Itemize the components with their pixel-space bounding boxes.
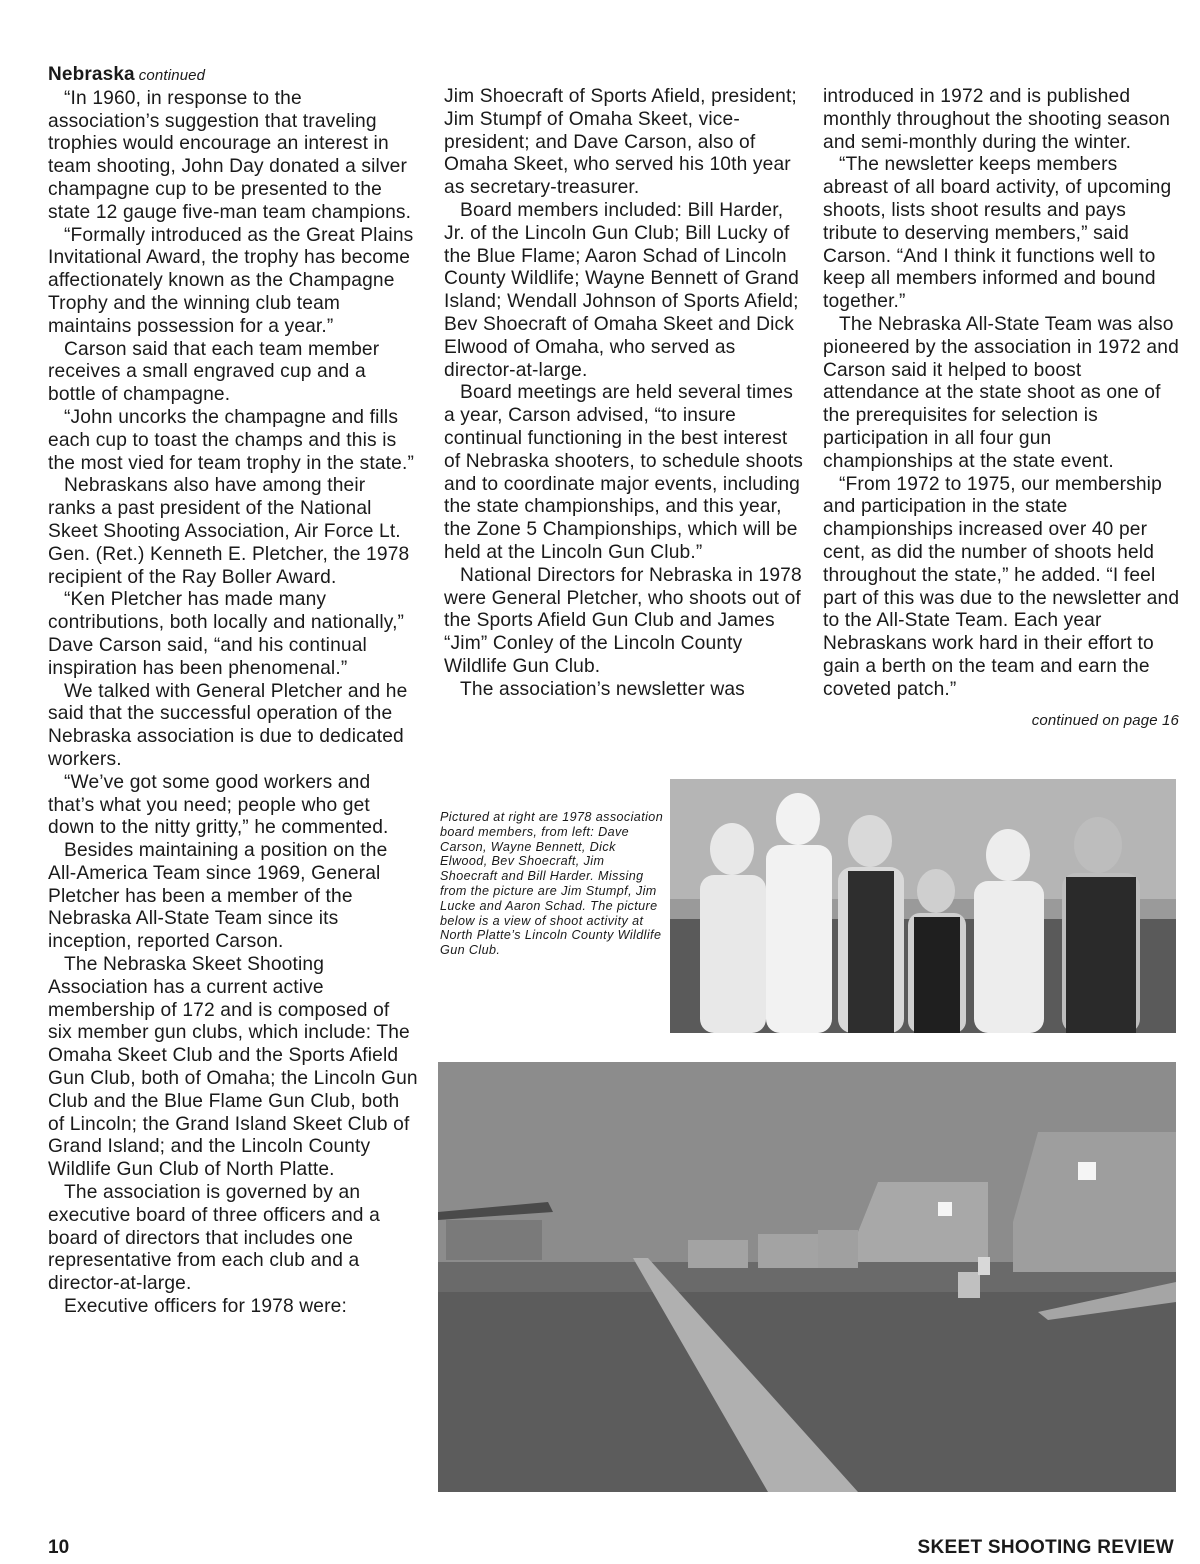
paragraph: Board members included: Bill Harder, Jr. of the Lincoln Gun Club; Bill Lucky of the Blue Flame; Aaron Schad of Lincoln County Wildlife; Wayne Bennett of Grand Island; Wendall Johnson of Sports Afield; Bev Shoecraft of Omaha Skeet and Dick Elwood of Omaha, who served as director-at-large. — [444, 199, 799, 381]
paragraph: “Ken Pletcher has made many contributions, both locally and nationally,” Dave Carson said, “and his continual inspiration has been phenomenal.” — [48, 589, 405, 679]
paragraph: Board meetings are held several times a year, Carson advised, “to insure continual functioning in the best interest of Nebraska shooters, to schedule shoots and to coordinate major events, including the state championships, and this year, the Zone 5 Championships, which will be held at the Lincoln Gun Club.” — [444, 382, 804, 563]
article-column-1 — [48, 64, 418, 1319]
paragraph: Executive officers for 1978 were: — [64, 1296, 347, 1318]
paragraph: “In 1960, in response to the association’s suggestion that traveling trophies would encourage an interest in team shooting, John Day donated a silver champagne cup to be presented to the state 12 gauge five-man team champions. — [48, 87, 412, 223]
paragraph: Nebraskans also have among their ranks a past president of the National Skeet Shooting Association, Air Force Lt. Gen. (Ret.) Kenneth E. Pletcher, the 1978 recipient of the Ray Boller Award. — [48, 475, 410, 588]
article-column-3 — [823, 86, 1183, 732]
paragraph: Carson said that each team member receives a small engraved cup and a bottle of champagne. — [48, 338, 380, 406]
continued-on-note: continued on page 16 — [1031, 711, 1179, 729]
paragraph: We talked with General Pletcher and he said that the successful operation of the Nebraska association is due to dedicated workers. — [48, 680, 408, 770]
shooting-range-photo — [438, 1062, 1176, 1492]
paragraph: Jim Shoecraft of Sports Afield, president; Jim Stumpf of Omaha Skeet, vice-president; and Dave Carson, also of Omaha Skeet, who served his 10th year as secretary-treasurer. — [444, 86, 797, 199]
heading-continued: continued — [138, 67, 206, 84]
paragraph: introduced in 1972 and is published monthly throughout the shooting season and semi-monthly during the winter. — [823, 86, 1171, 153]
paragraph: National Directors for Nebraska in 1978 were General Pletcher, who shoots out of the Sports Afield Gun Club and James “Jim” Conley of the Lincoln County Wildlife Gun Club. — [444, 564, 802, 677]
paragraph: “John uncorks the champagne and fills each cup to toast the champs and this is the most vied for team trophy in the state.” — [48, 406, 414, 474]
paragraph: The association’s newsletter was — [460, 678, 745, 700]
heading-title: Nebraska — [48, 64, 135, 85]
paragraph: The association is governed by an executive board of three officers and a board of directors that includes one representative from each club and a director-at-large. — [48, 1182, 380, 1295]
board-members-photo — [670, 779, 1176, 1033]
paragraph: The Nebraska Skeet Shooting Association has a current active membership of 172 and is composed of six member gun clubs, which include: The Omaha Skeet Club and the Sports Afield Gun Club, both of Omaha; the Lincoln Gun Club and the Blue Flame Gun Club, both of Lincoln; the Grand Island Skeet Club of Grand Island; and the Lincoln County Wildlife Gun Club of North Platte. — [48, 954, 418, 1181]
paragraph: “From 1972 to 1975, our membership and participation in the state championships increased over 40 per cent, as did the number of shoots held throughout the state,” he added. “I feel part of this was due to the newsletter and to the All-State Team. Each year Nebraskans work hard in their effort to gain a berth on the team and earn the coveted patch.” — [823, 473, 1180, 700]
paragraph: “We’ve got some good workers and that’s what you need; people who get down to the nitty gritty,” he commented. — [48, 771, 389, 839]
page-number: 10 — [48, 1537, 70, 1558]
article-column-2 — [444, 86, 806, 702]
section-heading — [48, 64, 418, 88]
paragraph: “Formally introduced as the Great Plains Invitational Award, the trophy has become affectionately known as the Champagne Trophy and the winning club team maintains possession for a year.” — [48, 224, 414, 337]
publication-title: SKEET SHOOTING REVIEW — [917, 1537, 1174, 1558]
photo-caption: Pictured at right are 1978 association board members, from left: Dave Carson, Wayne Bennett, Dick Elwood, Bev Shoecraft, Jim Shoecraft and Bill Harder. Missing from the picture are Jim Stumpf, Jim Lucke and Aaron Schad. The picture below is a view of shoot activity at North Platte’s Lincoln County Wildlife Gun Club. — [440, 810, 664, 958]
paragraph: The Nebraska All-State Team was also pioneered by the association in 1972 and Carson said it helped to boost attendance at the state shoot as one of the prerequisites for selection is participation in all four gun championships at the state event. — [823, 313, 1179, 472]
paragraph: Besides maintaining a position on the All-America Team since 1969, General Pletcher has been a member of the Nebraska All-State Team since its inception, reported Carson. — [48, 840, 388, 953]
paragraph: “The newsletter keeps members abreast of all board activity, of upcoming shoots, lists shoot results and pays tribute to deserving members,” said Carson. “And I think it functions well to keep all members informed and bound together.” — [823, 154, 1172, 313]
